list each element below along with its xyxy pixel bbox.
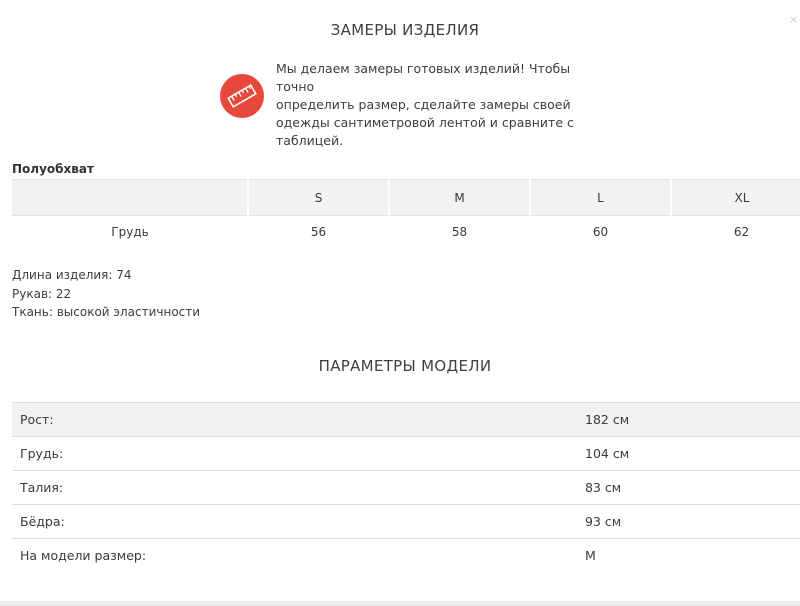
row-label-chest: Грудь xyxy=(111,225,149,240)
ruler-icon xyxy=(220,74,264,118)
section-label-half-girth: Полуобхват xyxy=(12,162,94,176)
cell-chest-l: 60 xyxy=(592,225,609,240)
size-header-s: S xyxy=(248,180,389,216)
table-row xyxy=(12,505,800,539)
measure-title: ЗАМЕРЫ ИЗДЕЛИЯ xyxy=(330,21,480,39)
intro-line: одежды сантиметровой лентой и сравните с xyxy=(276,115,574,130)
param-label-height: Рост: xyxy=(12,403,577,437)
detail-fabric: Ткань: высокой эластичности xyxy=(12,305,201,319)
bottom-divider xyxy=(0,601,800,606)
cell-chest-xl: 62 xyxy=(733,225,750,240)
param-value-model-size: M xyxy=(577,539,800,573)
size-table-header xyxy=(12,180,800,216)
param-value-chest: 104 см xyxy=(577,437,800,471)
param-value-height: 182 см xyxy=(577,403,800,437)
size-header-l: L xyxy=(530,180,671,216)
model-params-table xyxy=(12,402,800,573)
intro-line: определить размер, сделайте замеры своей xyxy=(276,97,571,112)
intro-line: таблицей. xyxy=(276,133,344,148)
table-row xyxy=(12,437,800,471)
size-header-m: M xyxy=(389,180,530,216)
size-header-empty xyxy=(12,180,248,216)
table-row xyxy=(12,539,800,573)
detail-sleeve: Рукав: 22 xyxy=(12,286,72,301)
size-table xyxy=(12,179,800,249)
cell-chest-m: 58 xyxy=(451,225,468,240)
close-icon[interactable]: × xyxy=(789,13,799,26)
cell-chest-s: 56 xyxy=(310,225,327,240)
table-row xyxy=(12,216,800,249)
detail-length: Длина изделия: 74 xyxy=(12,268,132,282)
measure-intro-text xyxy=(276,60,606,150)
size-header-xl: XL xyxy=(671,180,800,216)
product-details xyxy=(12,266,200,322)
table-row xyxy=(12,471,800,505)
param-value-hips: 93 см xyxy=(577,505,800,539)
param-label-chest: Грудь: xyxy=(12,437,577,471)
param-label-model-size: На модели размер: xyxy=(12,539,577,573)
intro-line: Мы делаем замеры готовых изделий! Чтобы точно xyxy=(276,61,571,94)
param-value-waist: 83 см xyxy=(577,471,800,505)
param-label-waist: Талия: xyxy=(12,471,577,505)
table-row xyxy=(12,403,800,437)
params-title: ПАРАМЕТРЫ МОДЕЛИ xyxy=(318,357,492,375)
param-label-hips: Бёдра: xyxy=(12,505,577,539)
